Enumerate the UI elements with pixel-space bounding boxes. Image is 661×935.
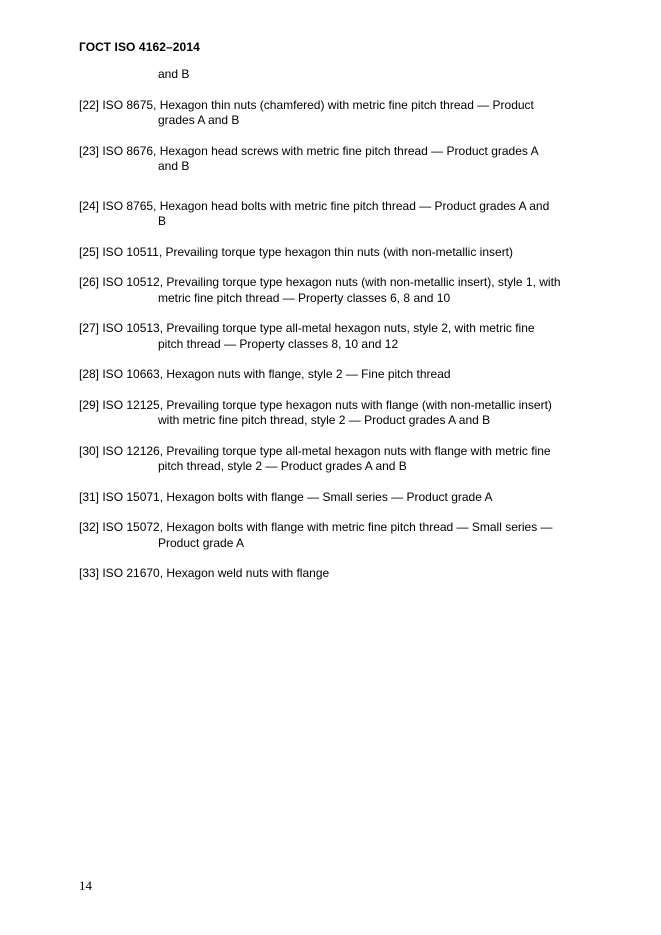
reference-text: [26] ISO 10512, Prevailing torque type hexagon nuts (with non-metallic insert), style 1, with <box>79 275 561 289</box>
reference-text: [33] ISO 21670, Hexagon weld nuts with flange <box>79 566 330 580</box>
reference-continuation-text: pitch thread, style 2 — Product grades A and B <box>158 459 407 473</box>
reference-item-29 <box>79 398 624 429</box>
reference-item-28 <box>79 367 624 383</box>
reference-item-22 <box>79 98 624 129</box>
document-header-title: ГОСТ ISO 4162–2014 <box>79 40 200 54</box>
bibliography-list <box>79 67 624 582</box>
reference-continuation-text: with metric fine pitch thread, style 2 — Product grades A and B <box>158 413 491 427</box>
reference-text: [25] ISO 10511, Prevailing torque type hexagon thin nuts (with non-metallic insert) <box>79 244 514 259</box>
reference-text: [23] ISO 8676, Hexagon head screws with metric fine pitch thread — Product grades A <box>79 143 539 158</box>
reference-continuation-text: B <box>158 214 167 228</box>
reference-item-33 <box>79 566 624 582</box>
reference-item-31 <box>79 490 624 506</box>
reference-item-26 <box>79 275 624 306</box>
reference-continuation <box>79 67 624 83</box>
reference-item-25 <box>79 245 624 261</box>
reference-continuation-text: pitch thread — Property classes 8, 10 and 12 <box>158 336 399 351</box>
reference-continuation-text: Product grade A <box>158 535 245 550</box>
reference-text: [30] ISO 12126, Prevailing torque type all-metal hexagon nuts with flange with metric fine <box>79 443 551 458</box>
reference-text: [22] ISO 8675, Hexagon thin nuts (chamfered) with metric fine pitch thread — Product <box>79 97 534 112</box>
reference-continuation-text: grades A and B <box>158 113 240 127</box>
reference-item-30 <box>79 444 624 475</box>
reference-item-27 <box>79 321 624 352</box>
reference-text: [29] ISO 12125, Prevailing torque type hexagon nuts with flange (with non-metallic insert) <box>79 397 552 412</box>
reference-continuation-text: metric fine pitch thread — Property classes 6, 8 and 10 <box>158 290 451 305</box>
reference-item-24 <box>79 199 624 230</box>
reference-continuation-text: and B <box>158 159 190 173</box>
reference-item-32 <box>79 520 624 551</box>
reference-item-23 <box>79 144 624 175</box>
reference-text: [32] ISO 15072, Hexagon bolts with flange with metric fine pitch thread — Small series — <box>79 520 553 534</box>
reference-text: [27] ISO 10513, Prevailing torque type all-metal hexagon nuts, style 2, with metric fine <box>79 321 535 335</box>
reference-text: [31] ISO 15071, Hexagon bolts with flange — Small series — Product grade A <box>79 489 493 504</box>
reference-text: [24] ISO 8765, Hexagon head bolts with metric fine pitch thread — Product grades A and <box>79 198 550 213</box>
reference-continuation-text: and B <box>158 67 190 81</box>
reference-text: [28] ISO 10663, Hexagon nuts with flange, style 2 — Fine pitch thread <box>79 367 451 381</box>
page-number: 14 <box>79 878 92 893</box>
